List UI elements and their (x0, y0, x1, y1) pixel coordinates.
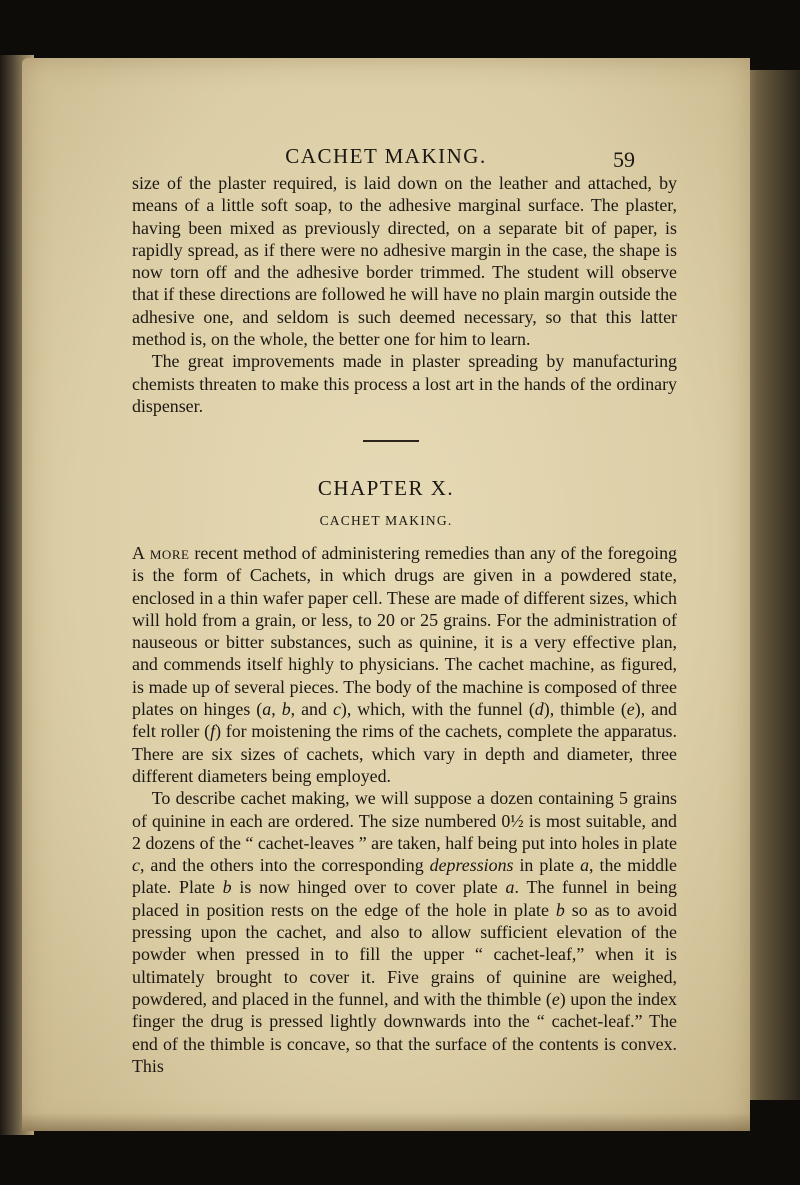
running-head: CACHET MAKING. (285, 144, 487, 168)
chapter-title: CHAPTER X. (317, 476, 455, 500)
emphasis-depressions: depressions (429, 855, 514, 876)
paragraph-plaster-method: size of the plaster required, is laid down on the leather and attached, by means of a little soft soap, to the adhesive marginal surface. The plaster, having been mixed as previously directed, on a separate bit of paper, is rapidly spread, as if there were no adhesive margin in the case, the shape is now torn off and the adhesive border trimmed. The student will observe that if these directions are followed he will have no plain margin outside the adhesive one, and seldom is such deemed necessary, so that this latter method is, on the whole, the better one for him to learn. (132, 173, 677, 350)
book-page (22, 58, 750, 1131)
paragraph-cachet-intro: A more recent method of administering remedies than any of the foregoing is the form of Cachets, in which drugs are given in a powdered state, enclosed in a thin wafer paper cell. These are made of different sizes, which will hold from a grain, or less, to 20 or 25 grains. For the administration of nauseous or bitter substances, such as quinine, it is a very effective plan, and commends itself highly to physicians. The cachet machine, as figured, is made up of several pieces. The body of the machine is composed of three plates on hinges (a, b, and c), which, with the funnel (d), thimble (e), and felt roller (f) for moistening the rims of the cachets, complete the apparatus. There are six sizes of cachets, which vary in depth and diameter, three different diameters being employed. (132, 543, 678, 786)
paragraph-cachet-procedure: To describe cachet making, we will suppose a dozen containing 5 grains of quinine in each are ordered. The size numbered 0½ is most suitable, and 2 dozens of the “ cachet-leaves ” are taken, half being put into holes in plate c, and the others into the corresponding depressions in plate a, the middle plate. Plate b is now hinged over to cover plate a. The funnel in being placed in position rests on the edge of the hole in plate b so as to avoid pressing upon the cachet, and also to allow sufficient elevation of the powder when pressed in to fill the upper “ cachet-leaf,” when it is ultimately brought to cover it. Five grains of quinine are weighed, powdered, and placed in the funnel, and with the thimble (e) upon the index finger the drug is pressed lightly downwards into the “ cachet-leaf.” The end of the thimble is concave, so that the surface of the contents is convex. This (132, 788, 677, 1076)
roller-letter: f (210, 721, 216, 742)
plate-letter: b (555, 899, 565, 920)
paragraph-plaster-improvements: The great improvements made in plaster spreading by manufacturing chemists threaten to make this process a lost art in the hands of the ordinary dispenser. (132, 351, 677, 416)
chapter-text-block (132, 542, 677, 1077)
chapter-subtitle: CACHET MAKING. (319, 513, 453, 528)
top-text-block (132, 172, 677, 417)
thimble-letter: e (551, 988, 560, 1009)
funnel-letter: d (534, 699, 544, 720)
plate-letter: c (132, 855, 140, 876)
plate-letter: b (281, 699, 291, 720)
plate-letter: a (505, 877, 515, 898)
section-divider-rule (363, 440, 419, 442)
plate-letter: a (262, 699, 272, 720)
plate-letter: b (222, 877, 232, 898)
plate-letter: a (580, 855, 590, 876)
paragraph-lead-in: A more (132, 543, 190, 563)
page-number: 59 (613, 147, 635, 172)
thimble-letter: e (626, 699, 635, 720)
plate-letter: c (332, 699, 341, 720)
